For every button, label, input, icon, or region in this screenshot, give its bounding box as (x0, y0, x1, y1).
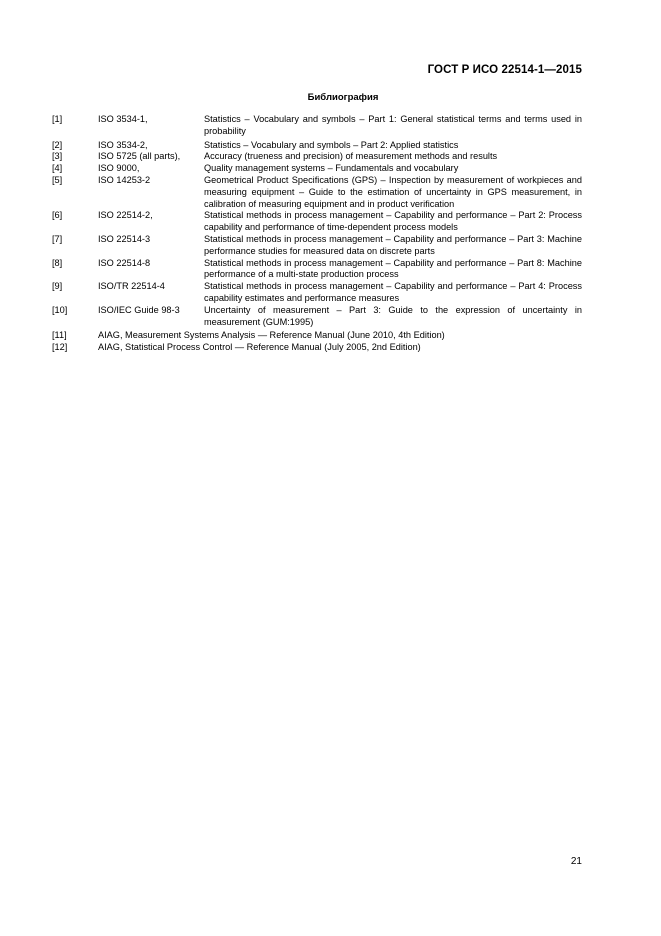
entry-reference: ISO 22514-3 (98, 233, 151, 244)
bibliography-entry (52, 234, 582, 258)
bibliography-entry (52, 151, 582, 163)
bibliography-entry (52, 140, 582, 152)
entry-number: [7] (52, 233, 63, 244)
entry-number: [11] (52, 330, 67, 341)
bibliography-entry (52, 330, 582, 342)
entry-reference: ISO 14253-2 (98, 174, 151, 185)
section-title: Библиография (307, 92, 379, 103)
bibliography-entry (52, 305, 582, 329)
entry-description: AIAG, Statistical Process Control — Reference Manual (July 2005, 2nd Edition) (98, 342, 421, 353)
entry-number: [8] (52, 257, 63, 268)
entry-reference: ISO 5725 (all parts), (98, 151, 181, 162)
bibliography-list (52, 114, 582, 354)
entry-description: Statistical methods in process management – Capability and performance – Part 3: Machine performance studies for measured data on discrete parts (204, 233, 582, 256)
entry-number: [12] (52, 342, 68, 353)
entry-number: [5] (52, 174, 63, 185)
entry-description: Statistical methods in process management – Capability and performance – Part 4: Process capability estimates and performance measures (204, 281, 582, 303)
entry-number: [6] (52, 210, 63, 221)
entry-number: [2] (52, 139, 63, 150)
entry-description: Statistical methods in process management – Capability and performance – Part 2: Process capability and performance of time-dependent process models (204, 210, 582, 233)
bibliography-entry (52, 163, 582, 175)
entry-reference: ISO 22514-8 (98, 257, 151, 268)
entry-number: [4] (52, 163, 63, 174)
page-number: 21 (570, 856, 582, 867)
entry-description: Statistics – Vocabulary and symbols – Part 1: General statistical terms and terms used in probability (204, 114, 582, 136)
entry-number: [10] (52, 304, 68, 315)
entry-reference: ISO 22514-2, (98, 210, 153, 221)
entry-description: Geometrical Product Specifications (GPS) – Inspection by measurement of workpieces and measuring equipment – Guide to the estimation of uncertainty in GPS measurement, in calibration of measuring equipment and in product verification (204, 174, 582, 209)
entry-description: Statistical methods in process management – Capability and performance – Part 8: Machine performance of a multi-state production process (204, 257, 582, 280)
entry-description: AIAG, Measurement Systems Analysis — Reference Manual (June 2010, 4th Edition) (98, 330, 445, 341)
bibliography-entry (52, 258, 582, 282)
entry-number: [1] (52, 114, 63, 124)
entry-reference: ISO 9000, (98, 163, 140, 174)
entry-reference: ISO 3534-1, (98, 114, 148, 124)
entry-description: Quality management systems – Fundamentals and vocabulary (204, 163, 459, 174)
entry-description: Uncertainty of measurement – Part 3: Guide to the expression of uncertainty in measurement (GUM:1995) (204, 304, 582, 327)
bibliography-entry (52, 210, 582, 234)
bibliography-entry (52, 114, 582, 138)
document-header: ГОСТ Р ИСО 22514-1—2015 (427, 64, 582, 76)
entry-reference: ISO 3534-2, (98, 139, 148, 150)
entry-number: [3] (52, 151, 63, 162)
entry-reference: ISO/IEC Guide 98-3 (98, 304, 180, 315)
bibliography-entry (52, 281, 582, 305)
entry-number: [9] (52, 281, 63, 292)
entry-reference: ISO/TR 22514-4 (98, 281, 165, 292)
entry-description: Accuracy (trueness and precision) of measurement methods and results (204, 151, 498, 162)
bibliography-entry (52, 175, 582, 210)
entry-description: Statistics – Vocabulary and symbols – Part 2: Applied statistics (204, 139, 459, 150)
bibliography-entry (52, 342, 582, 354)
